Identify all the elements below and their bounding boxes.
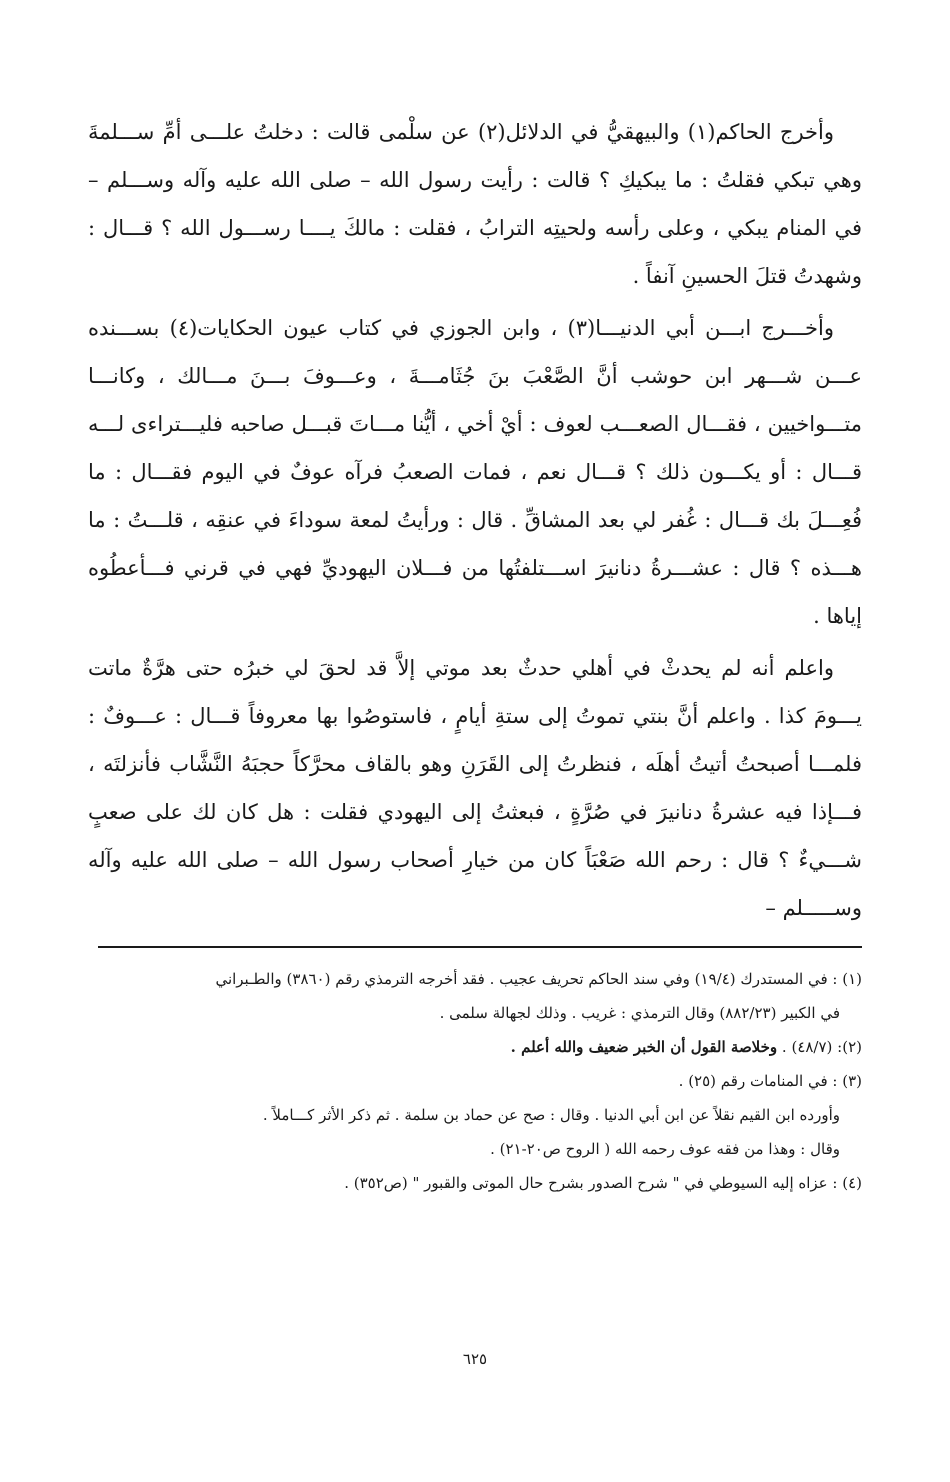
paragraph-3: واعلم أنه لم يحدثْ في أهلي حدثٌ بعد موتي إلاَّ قد لحقَ لي خبرُه حتى هرَّةٌ ماتت يـــومَ كذا . واعلم أنَّ بنتي تموتُ إلى ستةِ أيامٍ ، فاستوصُوا بها معروفاً قـــال : عـــوفٌ : فلمـــا أصبحتُ أتيتُ أهلَه ، فنظرتُ إلى القَرَنِ وهو بالقاف محرَّكاً حجبَهُ النَّشَّاب فأنزلتَه ، فـــإذا فيه عشرةُ دنانيرَ في صُرَّةٍ ، فبعثتُ إلى اليهودي فقلت : هل كان لك على صعبٍ شـــيءٌ ؟ قال : رحم الله صَعْبَاً كان من خيارِ أصحاب رسول الله – صلى الله عليه وآله وســـــلم – <box>88 656 862 920</box>
page-number: ٦٢٥ <box>462 1350 488 1368</box>
footnote-2 <box>100 1030 862 1064</box>
footnote-separator <box>98 946 862 948</box>
footnote-4-line-1: (٤) : عزاه إليه السيوطي في " شرح الصدور بشرح حال الموتى والقبور " (ص٣٥٢) . <box>344 1174 862 1192</box>
footnote-2-bold: وخلاصة القول أن الخبر ضعيف والله أعلم . <box>510 1038 778 1056</box>
footnotes-section <box>100 962 862 1200</box>
footnote-1-line-1: (١) : في المستدرك (١٩/٤) وفي سند الحاكم تحريف عجيب . فقد أخرجه الترمذي رقم (٣٨٦٠) والطـبراني <box>215 970 862 988</box>
footnote-3-line-1: (٣) : في المنامات رقم (٢٥) . <box>678 1072 862 1090</box>
footnote-1-line-2: في الكبير (٨٨٢/٢٣) وقال الترمذي : غريب . وذلك لجهالة سلمى . <box>439 1004 840 1022</box>
footnote-3-line-2: وأورده ابن القيم نقلاً عن ابن أبي الدنيا . وقال : صح عن حماد بن سلمة . ثم ذكر الأثر كـــاملاً . <box>262 1106 840 1124</box>
paragraph-2: وأخـــرج ابـــن أبي الدنيـــا(٣) ، وابن الجوزي في كتاب عيون الحكايات(٤) بســـنده عـــن شـــهر ابن حوشب أنَّ الصَّعْبَ بنَ جُثَامـــةَ ، وعـــوفَ بـــنَ مـــالك ، وكانـــا متـــواخيين ، فقـــال الصعـــب لعوف : أيْ أخي ، أيُّنا مـــاتَ قبـــل صاحبه فليـــتراءى لـــه قـــال : أو يكـــون ذلك ؟ قـــال نعم ، فمات الصعبُ فرآه عوفٌ في اليوم فقـــال : ما فُعِـــلَ بك قـــال : غُفر لي بعد المشاقِّ . قال : ورأيتُ لمعة سوداءَ في عنقِه ، قلـــتُ : ما هـــذه ؟ قال : عشـــرةُ دنانيرَ اســـتلفتُها من فـــلان اليهوديِّ فهي في قرني فـــأعطُوه إياها . <box>88 316 862 628</box>
main-text-body <box>88 108 862 936</box>
footnote-2-prefix: (٢): (٤٨/٧) . <box>781 1038 862 1056</box>
paragraph-1: وأخرج الحاكم(١) والبيهقيُّ في الدلائل(٢) عن سلْمى قالت : دخلتُ علـــى أمِّ ســـلمةَ وهي تبكي فقلتُ : ما يبكيكِ ؟ قالت : رأيت رسول الله – صلى الله عليه وآله وســـلم – في المنام يبكي ، وعلى رأسه ولحيتِه الترابُ ، فقلت : مالكَ يــــا رســـول الله ؟ قـــال : وشهدتُ قتلَ الحسينِ آنفاً . <box>88 120 862 288</box>
footnote-3-line-3: وقال : وهذا من فقه عوف رحمه الله ( الروح ص٢٠-٢١) . <box>490 1140 840 1158</box>
